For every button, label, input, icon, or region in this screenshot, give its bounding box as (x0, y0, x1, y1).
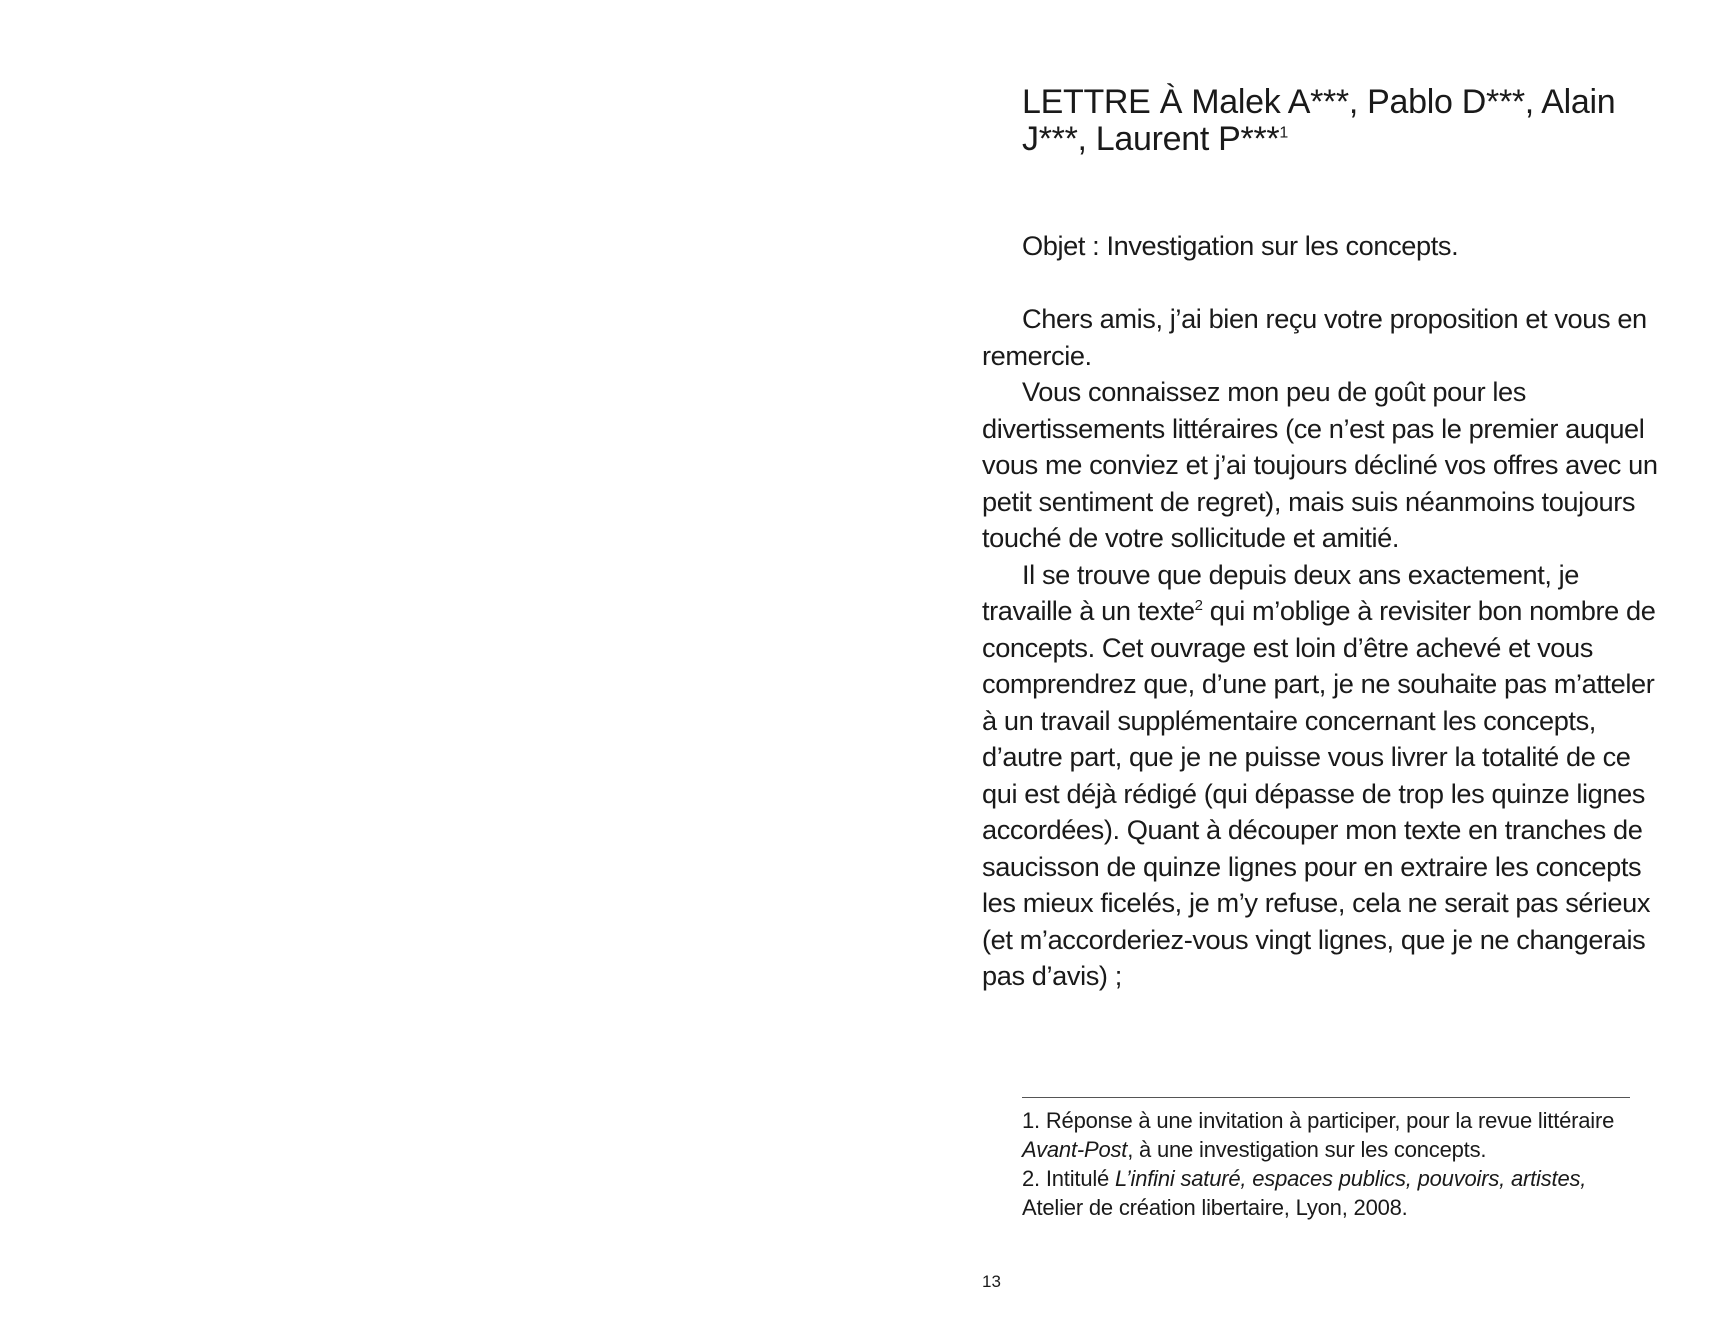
footnote-1-prefix: 1. Réponse à une invitation à participer, pour la revue littéraire (1022, 1108, 1615, 1133)
footnote-2 (1022, 1164, 1642, 1222)
footnote-1 (1022, 1106, 1642, 1164)
footnote-1-suffix: , à une investigation sur les concepts. (1127, 1137, 1487, 1162)
page-number: 13 (982, 1272, 1001, 1291)
object-line: Objet : Investigation sur les concepts. (1022, 230, 1459, 261)
title-footnote-ref: 1 (1279, 124, 1288, 142)
footnotes (1022, 1106, 1642, 1222)
body-footnote-ref: 2 (1194, 596, 1203, 614)
paragraph-greeting: Chers amis, j’ai bien reçu votre proposition et vous en remercie. (982, 303, 1647, 371)
footnote-2-prefix: 2. Intitulé (1022, 1166, 1115, 1191)
footnote-2-book-title: L’infini saturé, espaces publics, pouvoirs, artistes, (1115, 1166, 1587, 1191)
footnote-1-journal-title: Avant-Post (1022, 1137, 1128, 1162)
paragraph-texte-start: Il se trouve que depuis deux ans exactement, je travaille à un texte (982, 558, 1580, 626)
paragraph-texte (982, 557, 1662, 995)
letter-title-text: LETTRE À Malek A***, Pablo D***, Alain J***, Laurent P*** (1022, 83, 1616, 158)
letter-body (982, 228, 1662, 995)
footnote-2-suffix: Atelier de création libertaire, Lyon, 2008. (1022, 1195, 1408, 1220)
paragraph-divertissements: Vous connaissez mon peu de goût pour les divertissements littéraires (ce n’est pas le premier auquel vous me conviez et j’ai toujours décliné vos offres avec un petit sentiment de regret), mais suis néanmoins toujours touché de votre sollicitude et amitié. (982, 376, 1658, 553)
footnote-separator (1022, 1097, 1630, 1098)
paragraph-texte-end: qui m’oblige à revisiter bon nombre de concepts. Cet ouvrage est loin d’être achevé et vous comprendrez que, d’une part, je ne souhaite pas m’atteler à un travail supplémentaire concernant les concepts, d’autre part, que je ne puisse vous livrer la totalité de ce qui est déjà rédigé (qui dépasse de trop les quinze lignes accordées). Quant à découper mon texte en tranches de saucisson de quinze lignes pour en extraire les concepts les mieux ficelés, je m’y refuse, cela ne serait pas sérieux (et m’accorderiez-vous vingt lignes, que je ne changerais pas d’avis) ; (982, 595, 1656, 991)
letter-title (1022, 84, 1662, 158)
